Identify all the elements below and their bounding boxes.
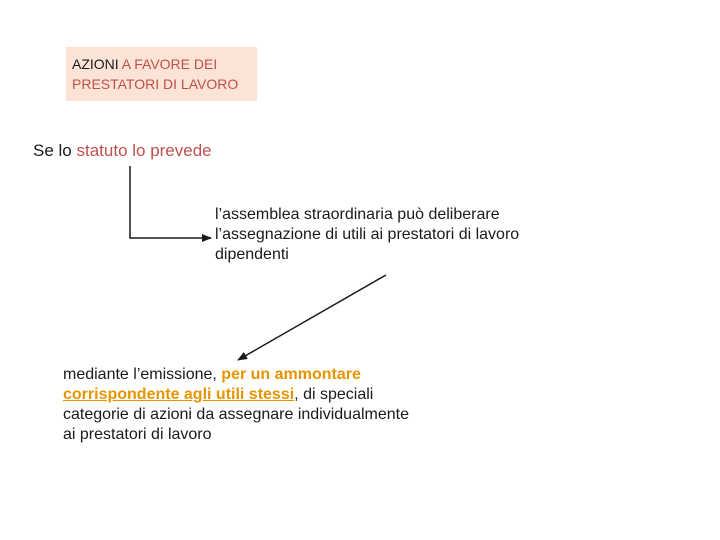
elbow-arrow — [130, 166, 211, 238]
condition-highlight: statuto lo prevede — [76, 141, 212, 160]
condition-text — [33, 140, 212, 162]
final-highlight-1: per un ammontare — [221, 366, 361, 383]
title-box — [66, 47, 257, 101]
final-highlight-2: corrispondente agli utili stessi — [63, 386, 295, 403]
title-part-1: AZIONI — [72, 56, 122, 72]
result-text: l’assemblea straordinaria può deliberare l’assegnazione di utili ai prestatori di lavoro dipendenti — [215, 206, 520, 263]
condition-prefix: Se lo — [33, 141, 77, 160]
title-part-2: A FAVORE DEI — [121, 56, 218, 72]
final-text — [63, 365, 423, 445]
final-prefix: mediante l’emissione, — [63, 366, 222, 383]
final-suffix: , di speciali categorie di azioni da assegnare individualmente ai prestatori di lavoro — [63, 386, 409, 443]
diagonal-arrow — [238, 275, 386, 360]
title-part-3: PRESTATORI DI LAVORO — [72, 76, 239, 92]
